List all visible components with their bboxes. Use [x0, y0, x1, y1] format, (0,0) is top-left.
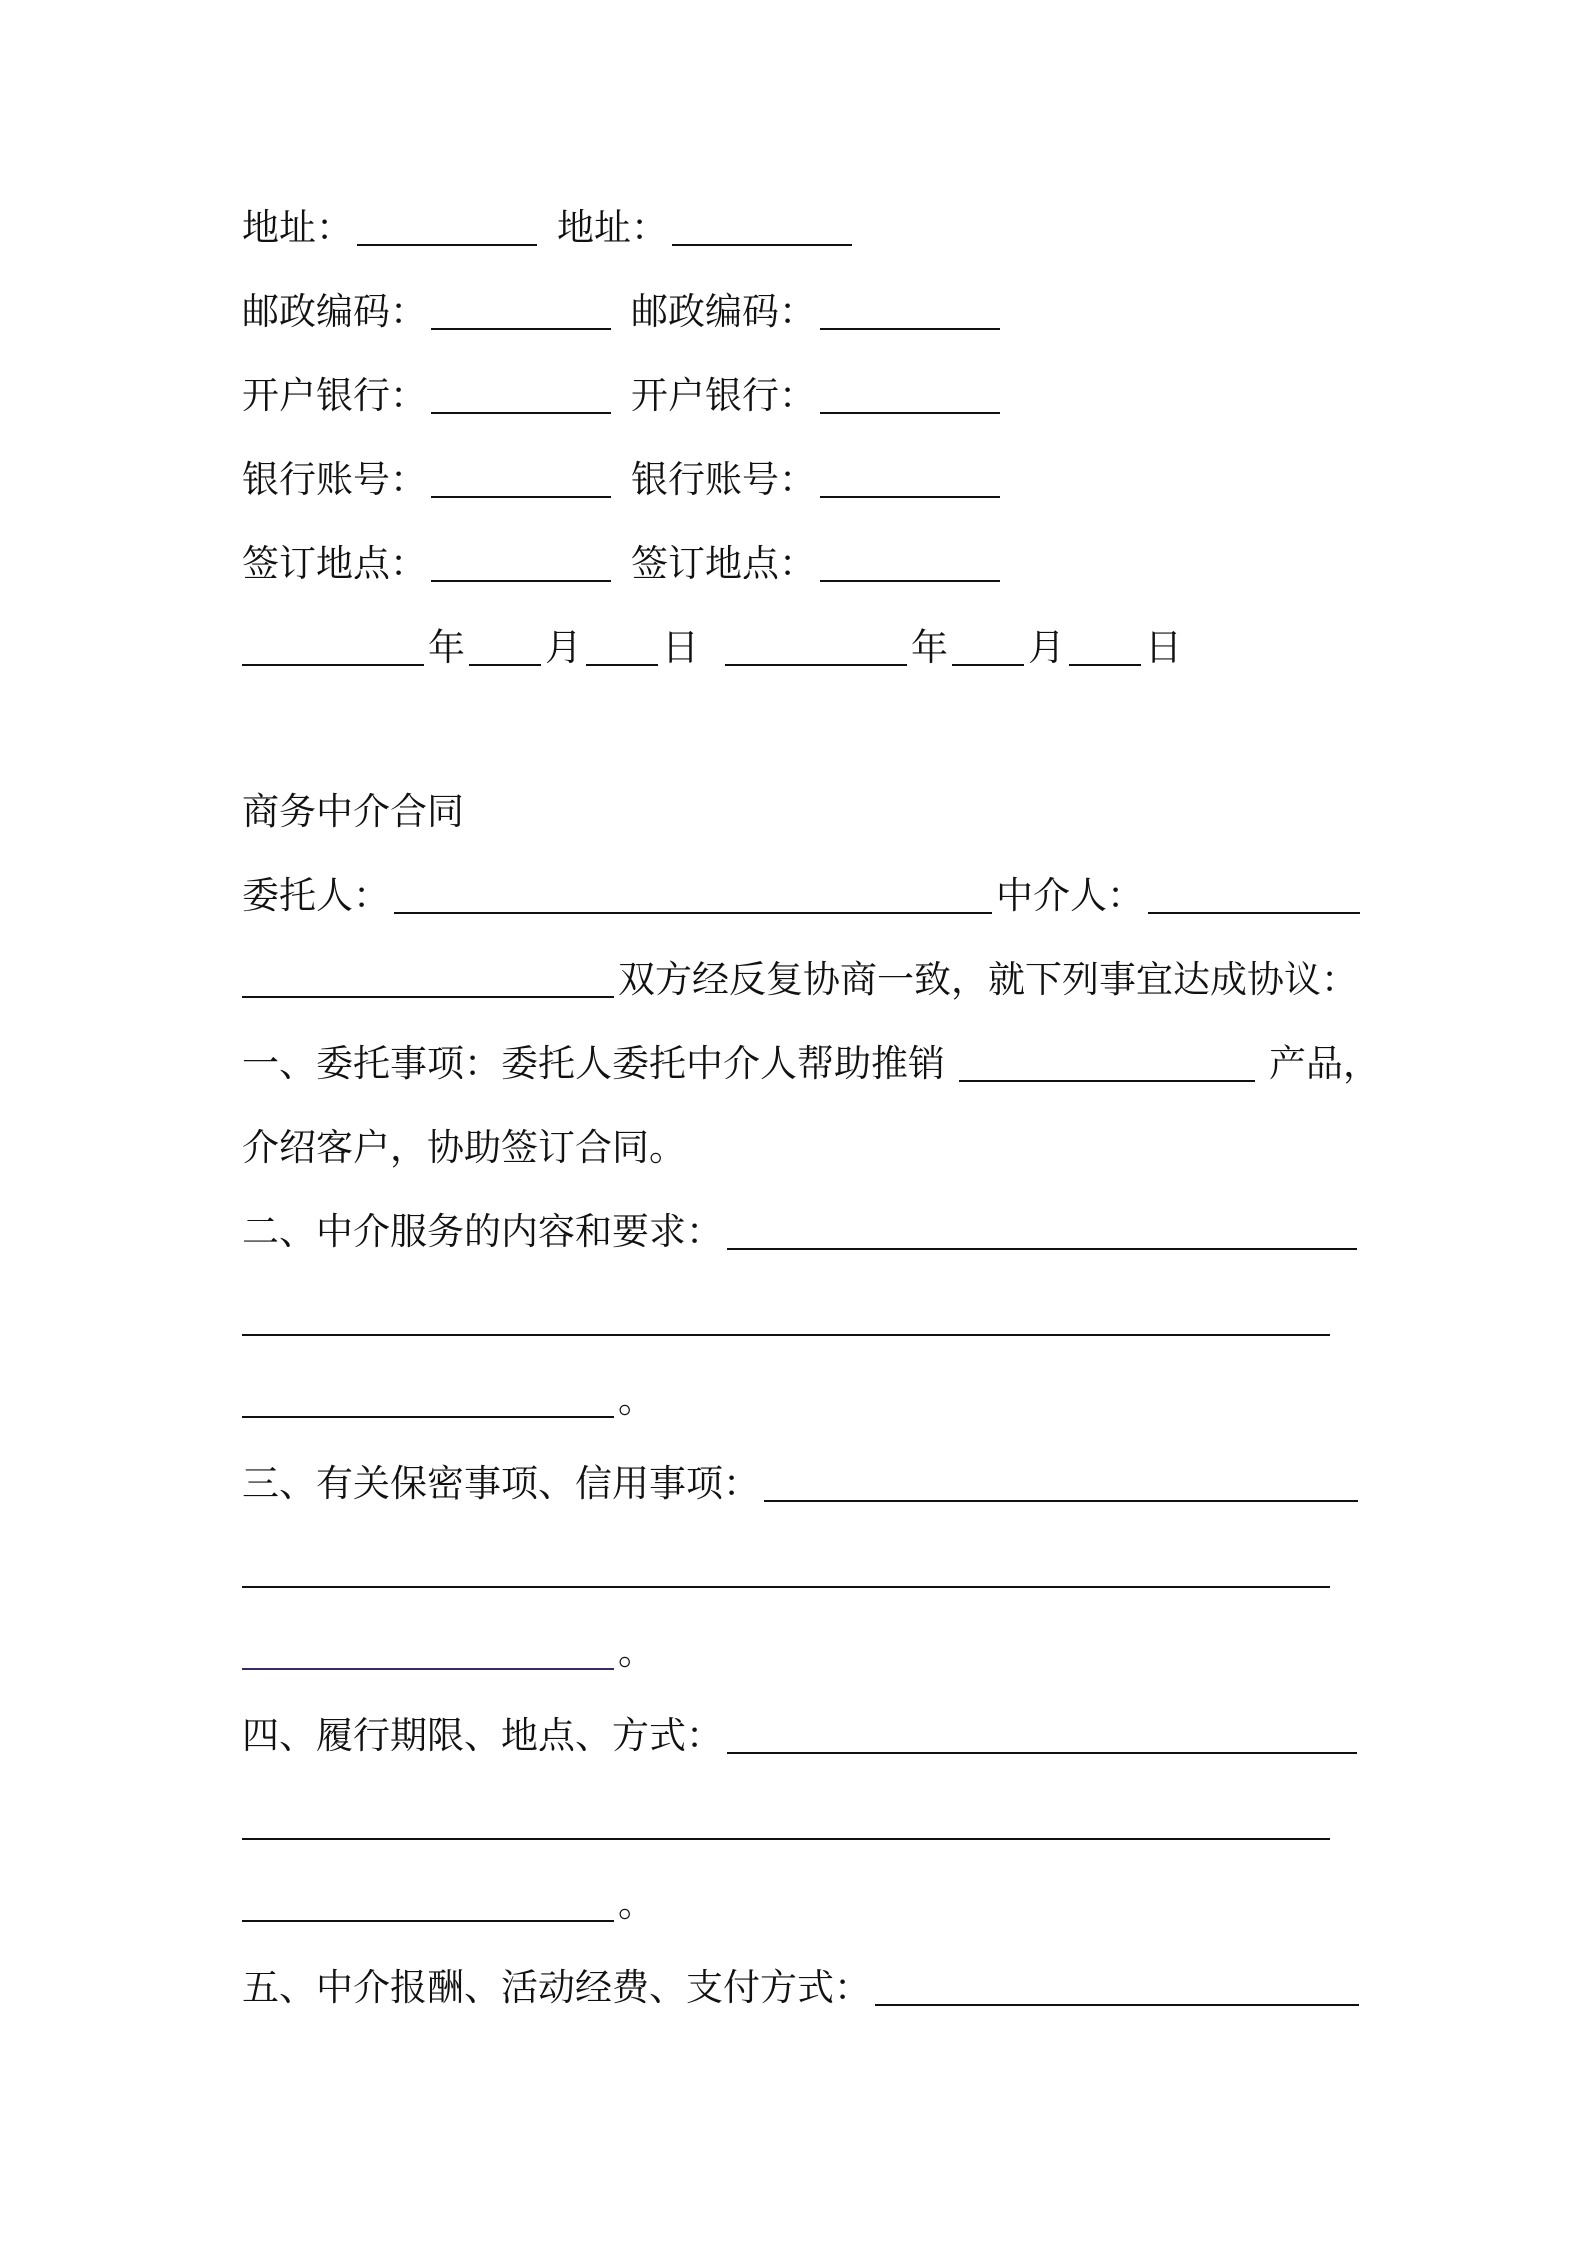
section1-label: 一、委托事项：委托人委托中介人帮助推销: [242, 1042, 945, 1085]
postcode-label-left: 邮政编码：: [242, 290, 427, 333]
intermediary-label: 中介人：: [996, 874, 1144, 917]
agreement-row: [242, 950, 1358, 1010]
month-label-right: 月: [1028, 626, 1065, 669]
section4-end-row: [242, 1874, 655, 1934]
section3-blank-line2[interactable]: [242, 1586, 1330, 1588]
account-blank-right[interactable]: [820, 460, 1000, 498]
section3-period: 。: [618, 1630, 655, 1673]
postcode-label-right: 邮政编码：: [631, 290, 816, 333]
bank-label-left: 开户银行：: [242, 374, 427, 417]
date-row: [242, 618, 1182, 678]
day-label-right: 日: [1145, 626, 1182, 669]
section3-row: [242, 1454, 1362, 1514]
bank-row: [242, 366, 1004, 426]
section5-row: [242, 1958, 1363, 2018]
section2-blank-line3[interactable]: [242, 1380, 614, 1418]
section4-blank-line3[interactable]: [242, 1884, 614, 1922]
intermediary-blank-cont[interactable]: [242, 960, 614, 998]
section5-blank[interactable]: [875, 1968, 1359, 2006]
section4-blank-line2[interactable]: [242, 1838, 1330, 1840]
signing-place-blank-left[interactable]: [431, 544, 611, 582]
month-label-left: 月: [545, 626, 582, 669]
day-blank-right[interactable]: [1069, 628, 1141, 666]
section1-product: 产品，: [1269, 1042, 1380, 1085]
address-row: [242, 198, 856, 258]
product-blank[interactable]: [959, 1044, 1255, 1082]
year-blank-right[interactable]: [725, 628, 907, 666]
section4-label: 四、履行期限、地点、方式：: [242, 1714, 723, 1757]
section4-blank[interactable]: [727, 1716, 1357, 1754]
postcode-row: [242, 282, 1004, 342]
account-blank-left[interactable]: [431, 460, 611, 498]
day-label-left: 日: [662, 626, 699, 669]
day-blank-left[interactable]: [586, 628, 658, 666]
year-label-right: 年: [911, 626, 948, 669]
month-blank-right[interactable]: [952, 628, 1024, 666]
account-label-right: 银行账号：: [631, 458, 816, 501]
postcode-blank-right[interactable]: [820, 292, 1000, 330]
contract-title: 商务中介合同: [242, 790, 464, 833]
section5-label: 五、中介报酬、活动经费、支付方式：: [242, 1966, 871, 2009]
section1-cont: 介绍客户，协助签订合同。: [242, 1126, 686, 1169]
address-blank-right[interactable]: [672, 208, 852, 246]
intermediary-blank[interactable]: [1148, 876, 1360, 914]
section2-row: [242, 1202, 1361, 1262]
signing-place-label-right: 签订地点：: [631, 542, 816, 585]
section2-blank[interactable]: [727, 1212, 1357, 1250]
section3-label: 三、有关保密事项、信用事项：: [242, 1462, 760, 1505]
address-label-right: 地址：: [557, 206, 668, 249]
account-row: [242, 450, 1004, 510]
year-label-left: 年: [428, 626, 465, 669]
section1-row: [242, 1034, 1380, 1094]
signing-place-row: [242, 534, 1004, 594]
signing-place-label-left: 签订地点：: [242, 542, 427, 585]
section3-blank[interactable]: [764, 1464, 1358, 1502]
principal-label: 委托人：: [242, 874, 390, 917]
section3-end-row: [242, 1622, 655, 1682]
section2-period: 。: [618, 1378, 655, 1421]
signing-place-blank-right[interactable]: [820, 544, 1000, 582]
year-blank-left[interactable]: [242, 628, 424, 666]
principal-blank[interactable]: [394, 876, 992, 914]
month-blank-left[interactable]: [469, 628, 541, 666]
section2-end-row: [242, 1370, 655, 1430]
account-label-left: 银行账号：: [242, 458, 427, 501]
address-label-left: 地址：: [242, 206, 353, 249]
section3-blank-line3[interactable]: [242, 1632, 614, 1670]
agreement-text: 双方经反复协商一致，就下列事宜达成协议：: [618, 958, 1358, 1001]
section2-blank-line2[interactable]: [242, 1334, 1330, 1336]
section4-period: 。: [618, 1882, 655, 1925]
bank-label-right: 开户银行：: [631, 374, 816, 417]
section2-label: 二、中介服务的内容和要求：: [242, 1210, 723, 1253]
postcode-blank-left[interactable]: [431, 292, 611, 330]
bank-blank-right[interactable]: [820, 376, 1000, 414]
address-blank-left[interactable]: [357, 208, 537, 246]
section4-row: [242, 1706, 1361, 1766]
parties-row: [242, 866, 1364, 926]
bank-blank-left[interactable]: [431, 376, 611, 414]
